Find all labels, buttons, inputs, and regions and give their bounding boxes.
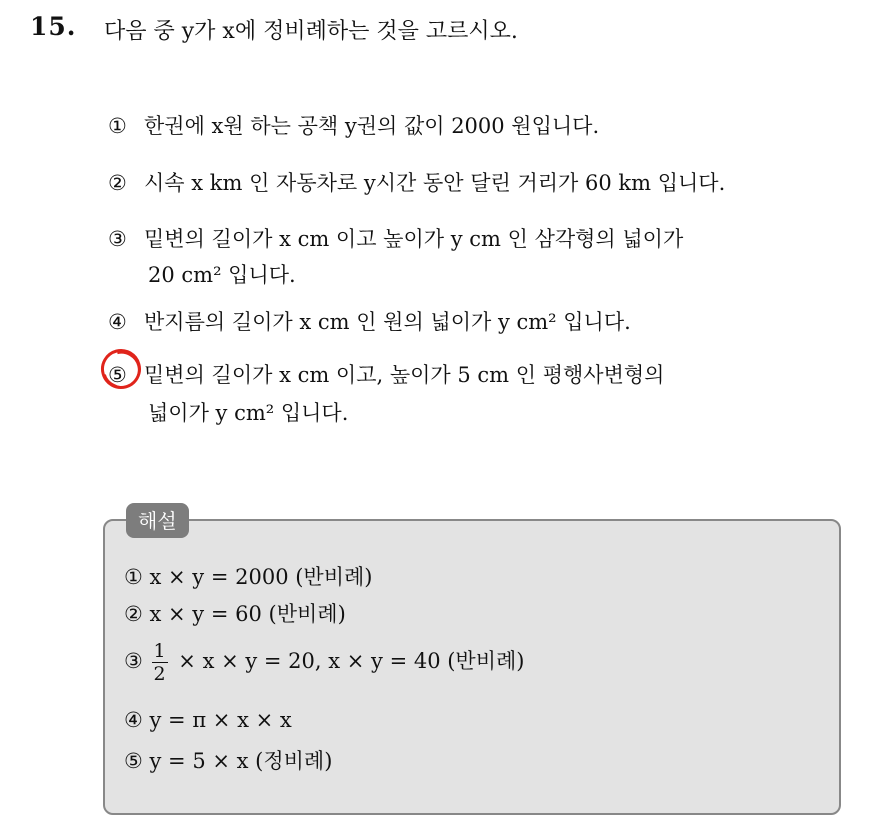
solution-line-3-text: × x × y = 20, x × y = 40 (반비례) — [178, 649, 525, 673]
solution-line-4-text: y = π × x × x — [149, 708, 292, 732]
solution-line-4 — [124, 708, 292, 732]
solution-tab: 해설 — [126, 503, 189, 538]
choice-4-mark: ④ — [108, 310, 127, 334]
choice-3 — [108, 223, 683, 253]
solution-line-1-mark: ① — [124, 565, 143, 589]
choice-1-mark: ① — [108, 114, 127, 138]
choice-3-mark: ③ — [108, 227, 127, 251]
choice-2 — [108, 167, 725, 197]
fraction-denominator: 2 — [153, 663, 166, 685]
solution-line-4-mark: ④ — [124, 708, 143, 732]
solution-line-3-mark: ③ — [124, 649, 143, 673]
choice-1 — [108, 110, 599, 140]
solution-line-2-mark: ② — [124, 602, 143, 626]
solution-line-1 — [124, 561, 372, 591]
choice-2-mark: ② — [108, 171, 127, 195]
choice-5 — [108, 359, 664, 389]
fraction-numerator: 1 — [153, 640, 166, 662]
choice-3-continuation: 20 cm² 입니다. — [148, 263, 296, 287]
question-text: 다음 중 y가 x에 정비례하는 것을 고르시오. — [104, 19, 518, 44]
solution-line-1-text: x × y = 2000 (반비례) — [149, 565, 373, 589]
choice-5-text: 밑변의 길이가 x cm 이고, 높이가 5 cm 인 평행사변형의 — [144, 363, 665, 387]
choice-5-mark: ⑤ — [108, 363, 127, 387]
choice-4-text: 반지름의 길이가 x cm 인 원의 넓이가 y cm² 입니다. — [144, 310, 631, 334]
solution-line-5-text: y = 5 × x (정비례) — [149, 749, 333, 773]
solution-line-5-mark: ⑤ — [124, 749, 143, 773]
solution-fraction — [152, 640, 168, 685]
solution-line-2 — [124, 598, 346, 628]
question-number: 15. — [30, 12, 77, 41]
choice-4 — [108, 306, 631, 336]
choice-2-text: 시속 x km 인 자동차로 y시간 동안 달린 거리가 60 km 입니다. — [144, 171, 726, 195]
choice-3-text: 밑변의 길이가 x cm 이고 높이가 y cm 인 삼각형의 넓이가 — [144, 227, 684, 251]
solution-line-3 — [124, 640, 524, 685]
choice-5-continuation: 넓이가 y cm² 입니다. — [148, 401, 349, 425]
solution-line-2-text: x × y = 60 (반비례) — [149, 602, 346, 626]
solution-line-5 — [124, 745, 332, 775]
choice-1-text: 한권에 x원 하는 공책 y권의 값이 2000 원입니다. — [144, 114, 600, 138]
